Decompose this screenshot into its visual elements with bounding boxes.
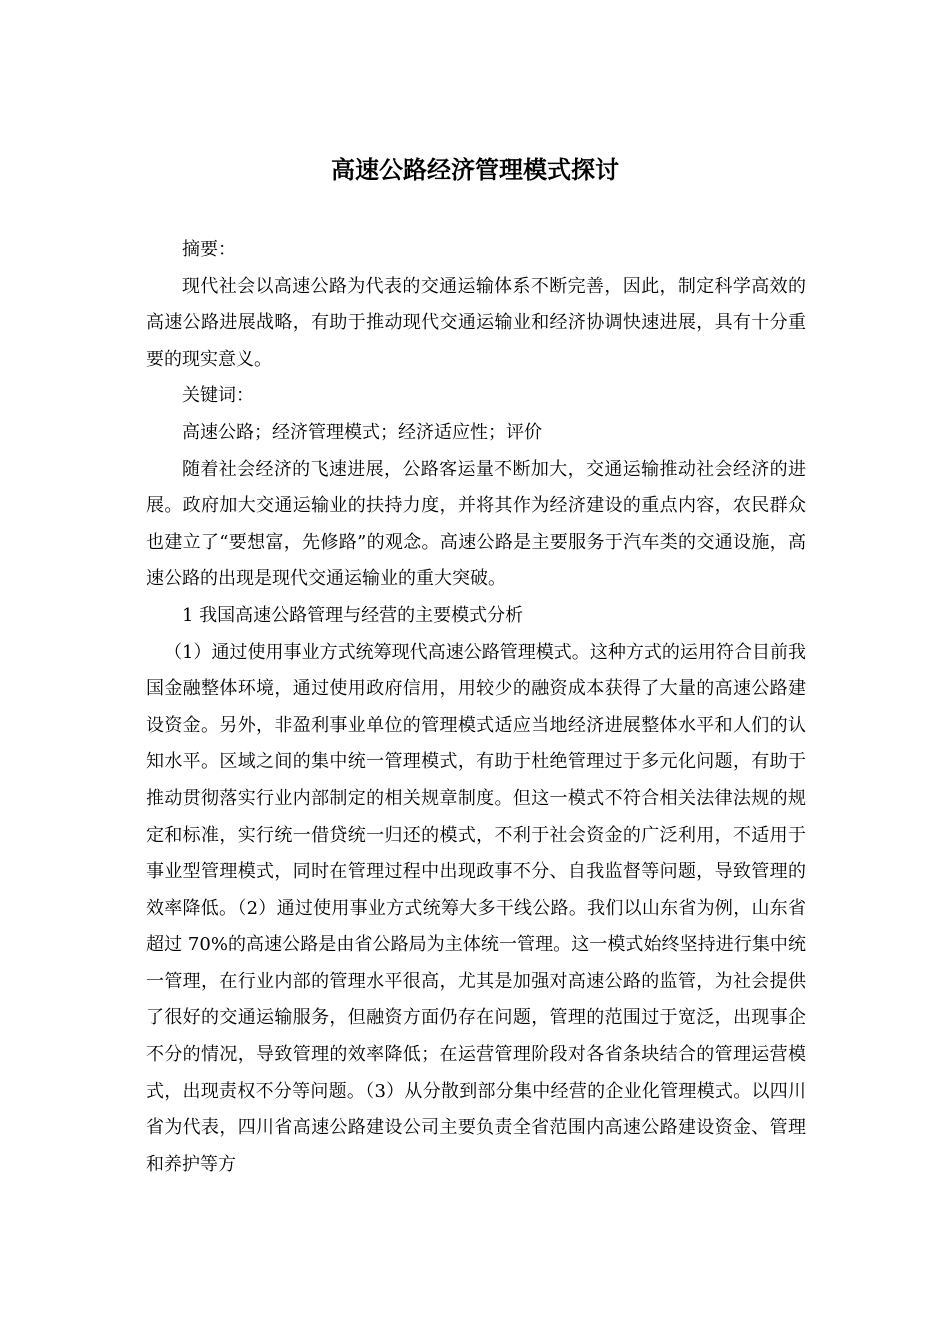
document-title: 高速公路经济管理模式探讨: [331, 155, 619, 184]
abstract-text: 现代社会以高速公路为代表的交通运输体系不断完善，因此，制定科学高效的高速公路进展战略，有助于推动现代交通运输业和经济协调快速进展，具有十分重要的现实意义。: [146, 275, 806, 370]
section1-paragraph: （1）通过使用事业方式统筹现代高速公路管理模式。这种方式的运用符合目前我国金融整体环境，通过使用政府信用，用较少的融资成本获得了大量的高速公路建设资金。另外，非盈利事业单位的管理模式适应当地经济进展整体水平和人们的认知水平。区域之间的集中统一管理模式，有助于杜绝管理过于多元化问题，有助于推动贯彻落实行业内部制定的相关规章制度。但这一模式不符合相关法律法规的规定和标准，实行统一借贷统一归还的模式，不利于社会资金的广泛利用，不适用于事业型管理模式，同时在管理过程中出现政事不分、自我监督等问题，导致管理的效率降低。（2）通过使用事业方式统筹大多干线公路。我们以山东省为例，山东省超过 70%的高速公路是由省公路局为主体统一管理。这一模式始终坚持进行集中统一管理，在行业内部的管理水平很高，尤其是加强对高速公路的监管，为社会提供了很好的交通运输服务，但融资方面仍存在问题，管理的范围过于宽泛，出现事企不分的情况，导致管理的效率降低；在运营管理阶段对各省条块结合的管理运营模式，出现责权不分等问题。（3）从分散到部分集中经营的企业化管理模式。以四川省为代表，四川省高速公路建设公司主要负责全省范围内高速公路建设资金、管理和养护等方: [146, 641, 806, 1175]
section1-heading: 1 我国高速公路管理与经营的主要模式分析: [182, 604, 524, 626]
keywords-label: 关键词：: [182, 385, 254, 407]
keywords-text: 高速公路；经济管理模式；经济适应性；评价: [182, 421, 542, 443]
document-body: [146, 232, 806, 1183]
abstract-label: 摘要：: [182, 239, 236, 260]
intro-paragraph: 随着社会经济的飞速进展，公路客运量不断加大，交通运输推动社会经济的进展。政府加大交通运输业的扶持力度，并将其作为经济建设的重点内容，农民群众也建立了“要想富，先修路”的观念。高速公路是主要服务于汽车类的交通设施，高速公路的出现是现代交通运输业的重大突破。: [146, 458, 806, 590]
